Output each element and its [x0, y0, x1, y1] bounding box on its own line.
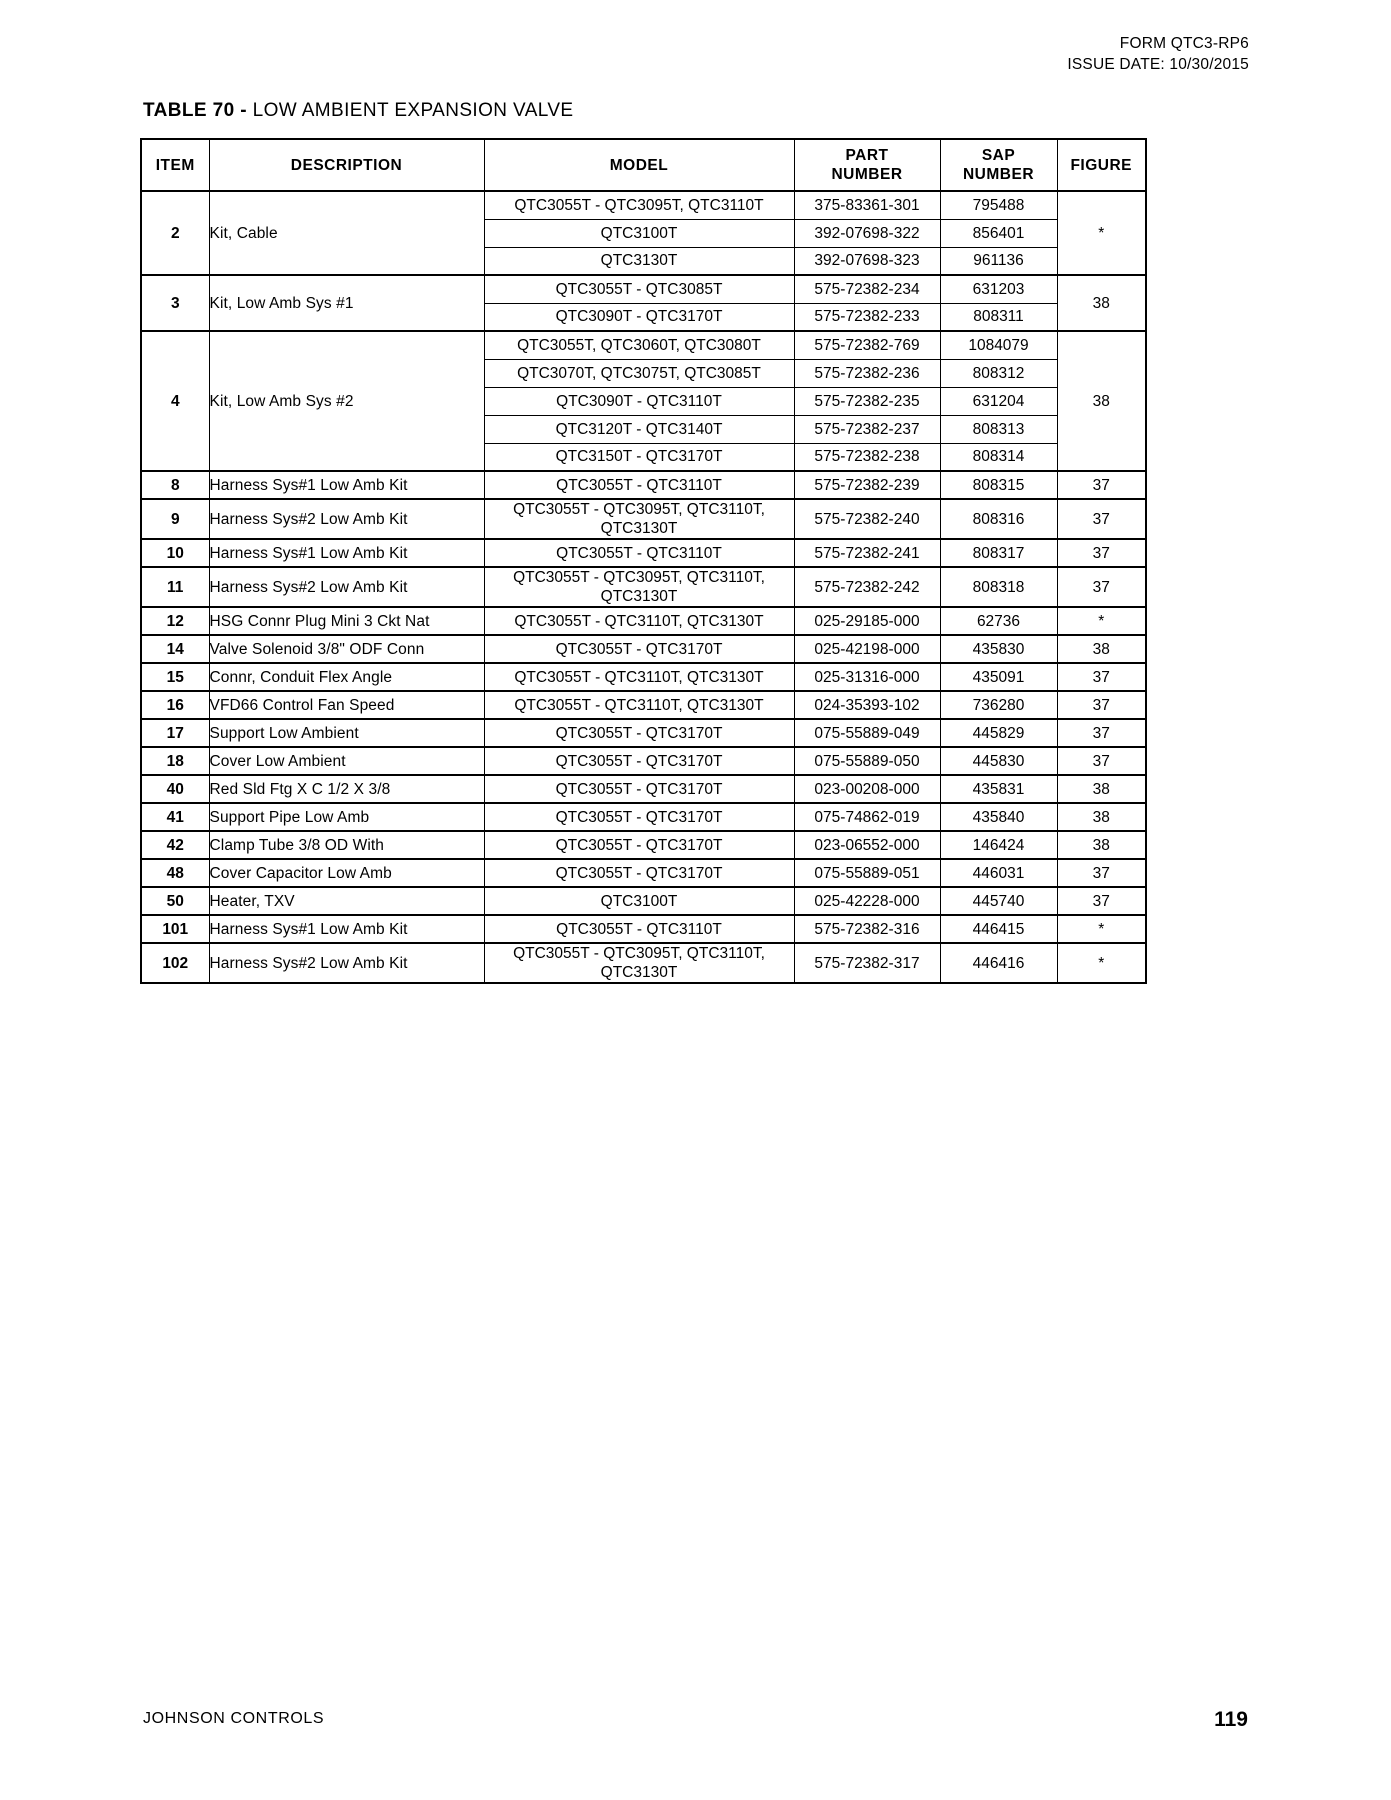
parts-table — [140, 138, 1147, 984]
cell-part-number: 025-42198-000 — [794, 635, 940, 663]
cell-part-number: 575-72382-233 — [794, 303, 940, 331]
cell-description: Kit, Low Amb Sys #2 — [209, 331, 484, 471]
cell-part-number: 075-74862-019 — [794, 803, 940, 831]
part-number-line-2: NUMBER — [831, 166, 903, 183]
cell-description: Heater, TXV — [209, 887, 484, 915]
table-row — [141, 607, 1146, 635]
cell-item: 101 — [141, 915, 209, 943]
cell-model: QTC3055T, QTC3060T, QTC3080T — [484, 331, 794, 359]
issue-date: ISSUE DATE: 10/30/2015 — [1067, 56, 1249, 73]
table-row — [141, 831, 1146, 859]
cell-description: Red Sld Ftg X C 1/2 X 3/8 — [209, 775, 484, 803]
cell-part-number: 575-72382-239 — [794, 471, 940, 499]
cell-description: Cover Low Ambient — [209, 747, 484, 775]
cell-sap-number: 446415 — [940, 915, 1057, 943]
cell-sap-number: 445740 — [940, 887, 1057, 915]
cell-item: 41 — [141, 803, 209, 831]
table-row — [141, 191, 1146, 219]
page-title — [143, 100, 574, 122]
cell-sap-number: 808317 — [940, 539, 1057, 567]
table-header-row — [141, 139, 1146, 191]
cell-item: 42 — [141, 831, 209, 859]
sap-number-line-1: SAP — [981, 147, 1016, 164]
cell-description: Valve Solenoid 3/8" ODF Conn — [209, 635, 484, 663]
cell-part-number: 575-72382-235 — [794, 387, 940, 415]
cell-part-number: 575-72382-240 — [794, 499, 940, 539]
cell-item: 4 — [141, 331, 209, 471]
cell-description: Harness Sys#1 Low Amb Kit — [209, 539, 484, 567]
cell-model: QTC3130T — [484, 247, 794, 275]
cell-item: 17 — [141, 719, 209, 747]
cell-model: QTC3100T — [484, 887, 794, 915]
cell-item: 102 — [141, 943, 209, 983]
cell-sap-number: 445829 — [940, 719, 1057, 747]
table-row — [141, 859, 1146, 887]
cell-description: Harness Sys#1 Low Amb Kit — [209, 915, 484, 943]
cell-sap-number: 435840 — [940, 803, 1057, 831]
cell-item: 9 — [141, 499, 209, 539]
cell-item: 2 — [141, 191, 209, 275]
cell-sap-number: 446031 — [940, 859, 1057, 887]
part-number-line-1: PART — [845, 147, 889, 164]
cell-item: 50 — [141, 887, 209, 915]
cell-part-number: 575-72382-234 — [794, 275, 940, 303]
cell-description: Kit, Low Amb Sys #1 — [209, 275, 484, 331]
cell-model: QTC3150T - QTC3170T — [484, 443, 794, 471]
cell-model: QTC3055T - QTC3095T, QTC3110T — [484, 191, 794, 219]
table-row — [141, 331, 1146, 359]
table-row — [141, 635, 1146, 663]
cell-model: QTC3055T - QTC3085T — [484, 275, 794, 303]
cell-model: QTC3090T - QTC3170T — [484, 303, 794, 331]
footer-company: JOHNSON CONTROLS — [143, 1710, 325, 1727]
cell-figure: 37 — [1057, 663, 1146, 691]
cell-item: 18 — [141, 747, 209, 775]
cell-sap-number: 808311 — [940, 303, 1057, 331]
table-name: LOW AMBIENT EXPANSION VALVE — [252, 100, 574, 121]
cell-figure: 37 — [1057, 691, 1146, 719]
cell-figure: 37 — [1057, 887, 1146, 915]
cell-sap-number: 736280 — [940, 691, 1057, 719]
column-header-model: MODEL — [484, 139, 794, 191]
cell-part-number: 575-72382-769 — [794, 331, 940, 359]
cell-part-number: 025-29185-000 — [794, 607, 940, 635]
cell-part-number: 025-31316-000 — [794, 663, 940, 691]
column-header-item: ITEM — [141, 139, 209, 191]
cell-model: QTC3055T - QTC3110T — [484, 471, 794, 499]
cell-part-number: 575-72382-316 — [794, 915, 940, 943]
cell-part-number: 392-07698-323 — [794, 247, 940, 275]
cell-model: QTC3055T - QTC3170T — [484, 859, 794, 887]
column-header-sap-number — [940, 139, 1057, 191]
cell-description: Cover Capacitor Low Amb — [209, 859, 484, 887]
cell-model: QTC3055T - QTC3095T, QTC3110T, QTC3130T — [484, 567, 794, 607]
column-header-figure: FIGURE — [1057, 139, 1146, 191]
cell-description: Harness Sys#1 Low Amb Kit — [209, 471, 484, 499]
cell-model: QTC3055T - QTC3110T, QTC3130T — [484, 691, 794, 719]
cell-figure: 37 — [1057, 567, 1146, 607]
cell-sap-number: 445830 — [940, 747, 1057, 775]
cell-part-number: 392-07698-322 — [794, 219, 940, 247]
cell-model: QTC3055T - QTC3110T, QTC3130T — [484, 607, 794, 635]
cell-model: QTC3055T - QTC3170T — [484, 775, 794, 803]
cell-figure: 38 — [1057, 331, 1146, 471]
column-header-part-number — [794, 139, 940, 191]
cell-model: QTC3070T, QTC3075T, QTC3085T — [484, 359, 794, 387]
cell-sap-number: 62736 — [940, 607, 1057, 635]
cell-item: 40 — [141, 775, 209, 803]
cell-figure: * — [1057, 607, 1146, 635]
cell-sap-number: 808314 — [940, 443, 1057, 471]
table-row — [141, 567, 1146, 607]
cell-item: 10 — [141, 539, 209, 567]
cell-part-number: 023-06552-000 — [794, 831, 940, 859]
cell-item: 12 — [141, 607, 209, 635]
cell-model: QTC3055T - QTC3170T — [484, 831, 794, 859]
cell-figure: 37 — [1057, 719, 1146, 747]
cell-description: Support Pipe Low Amb — [209, 803, 484, 831]
cell-figure: 38 — [1057, 775, 1146, 803]
cell-description: Harness Sys#2 Low Amb Kit — [209, 943, 484, 983]
document-header — [1067, 33, 1249, 75]
cell-sap-number: 808318 — [940, 567, 1057, 607]
table-row — [141, 719, 1146, 747]
cell-part-number: 575-72382-236 — [794, 359, 940, 387]
cell-item: 14 — [141, 635, 209, 663]
cell-figure: 37 — [1057, 471, 1146, 499]
cell-sap-number: 631203 — [940, 275, 1057, 303]
cell-description: Clamp Tube 3/8 OD With — [209, 831, 484, 859]
cell-part-number: 575-72382-317 — [794, 943, 940, 983]
table-head — [141, 139, 1146, 191]
table-row — [141, 887, 1146, 915]
cell-part-number: 375-83361-301 — [794, 191, 940, 219]
cell-model: QTC3055T - QTC3170T — [484, 635, 794, 663]
cell-figure: 38 — [1057, 635, 1146, 663]
cell-description: HSG Connr Plug Mini 3 Ckt Nat — [209, 607, 484, 635]
cell-description: Kit, Cable — [209, 191, 484, 275]
cell-sap-number: 446416 — [940, 943, 1057, 983]
table-row — [141, 499, 1146, 539]
sap-number-line-2: NUMBER — [962, 166, 1035, 183]
cell-figure: 37 — [1057, 747, 1146, 775]
table-row — [141, 471, 1146, 499]
cell-sap-number: 808315 — [940, 471, 1057, 499]
table-row — [141, 747, 1146, 775]
cell-sap-number: 1084079 — [940, 331, 1057, 359]
cell-sap-number: 808312 — [940, 359, 1057, 387]
cell-item: 15 — [141, 663, 209, 691]
cell-sap-number: 146424 — [940, 831, 1057, 859]
cell-figure: 38 — [1057, 275, 1146, 331]
table-body — [141, 191, 1146, 983]
cell-model: QTC3055T - QTC3095T, QTC3110T, QTC3130T — [484, 943, 794, 983]
cell-item: 16 — [141, 691, 209, 719]
table-row — [141, 691, 1146, 719]
cell-sap-number: 435091 — [940, 663, 1057, 691]
cell-model: QTC3055T - QTC3170T — [484, 747, 794, 775]
cell-figure: * — [1057, 915, 1146, 943]
cell-figure: 37 — [1057, 539, 1146, 567]
cell-part-number: 023-00208-000 — [794, 775, 940, 803]
page-number: 119 — [1214, 1708, 1248, 1731]
cell-item: 11 — [141, 567, 209, 607]
cell-model: QTC3055T - QTC3110T — [484, 915, 794, 943]
cell-part-number: 575-72382-242 — [794, 567, 940, 607]
cell-part-number: 575-72382-241 — [794, 539, 940, 567]
cell-sap-number: 631204 — [940, 387, 1057, 415]
cell-part-number: 575-72382-237 — [794, 415, 940, 443]
cell-item: 48 — [141, 859, 209, 887]
cell-model: QTC3055T - QTC3110T, QTC3130T — [484, 663, 794, 691]
cell-description: Harness Sys#2 Low Amb Kit — [209, 567, 484, 607]
cell-item: 3 — [141, 275, 209, 331]
cell-model: QTC3055T - QTC3110T — [484, 539, 794, 567]
cell-figure: * — [1057, 943, 1146, 983]
table-row — [141, 663, 1146, 691]
table-row — [141, 915, 1146, 943]
cell-part-number: 075-55889-050 — [794, 747, 940, 775]
parts-table-wrapper — [140, 138, 1145, 984]
cell-model: QTC3055T - QTC3170T — [484, 719, 794, 747]
cell-part-number: 075-55889-051 — [794, 859, 940, 887]
table-label: TABLE 70 - — [143, 100, 247, 121]
cell-part-number: 075-55889-049 — [794, 719, 940, 747]
cell-description: Support Low Ambient — [209, 719, 484, 747]
cell-sap-number: 808316 — [940, 499, 1057, 539]
cell-sap-number: 856401 — [940, 219, 1057, 247]
table-row — [141, 539, 1146, 567]
cell-figure: * — [1057, 191, 1146, 275]
cell-sap-number: 808313 — [940, 415, 1057, 443]
cell-part-number: 024-35393-102 — [794, 691, 940, 719]
cell-model: QTC3120T - QTC3140T — [484, 415, 794, 443]
cell-description: VFD66 Control Fan Speed — [209, 691, 484, 719]
cell-item: 8 — [141, 471, 209, 499]
column-header-description: DESCRIPTION — [209, 139, 484, 191]
table-row — [141, 803, 1146, 831]
cell-description: Connr, Conduit Flex Angle — [209, 663, 484, 691]
cell-sap-number: 961136 — [940, 247, 1057, 275]
cell-model: QTC3055T - QTC3095T, QTC3110T, QTC3130T — [484, 499, 794, 539]
table-row — [141, 275, 1146, 303]
cell-part-number: 575-72382-238 — [794, 443, 940, 471]
cell-figure: 38 — [1057, 803, 1146, 831]
cell-model: QTC3100T — [484, 219, 794, 247]
cell-sap-number: 795488 — [940, 191, 1057, 219]
table-row — [141, 775, 1146, 803]
cell-figure: 37 — [1057, 499, 1146, 539]
form-number: FORM QTC3-RP6 — [1119, 35, 1249, 52]
table-row — [141, 943, 1146, 983]
cell-description: Harness Sys#2 Low Amb Kit — [209, 499, 484, 539]
cell-figure: 37 — [1057, 859, 1146, 887]
cell-figure: 38 — [1057, 831, 1146, 859]
cell-sap-number: 435831 — [940, 775, 1057, 803]
cell-model: QTC3055T - QTC3170T — [484, 803, 794, 831]
cell-sap-number: 435830 — [940, 635, 1057, 663]
cell-model: QTC3090T - QTC3110T — [484, 387, 794, 415]
cell-part-number: 025-42228-000 — [794, 887, 940, 915]
